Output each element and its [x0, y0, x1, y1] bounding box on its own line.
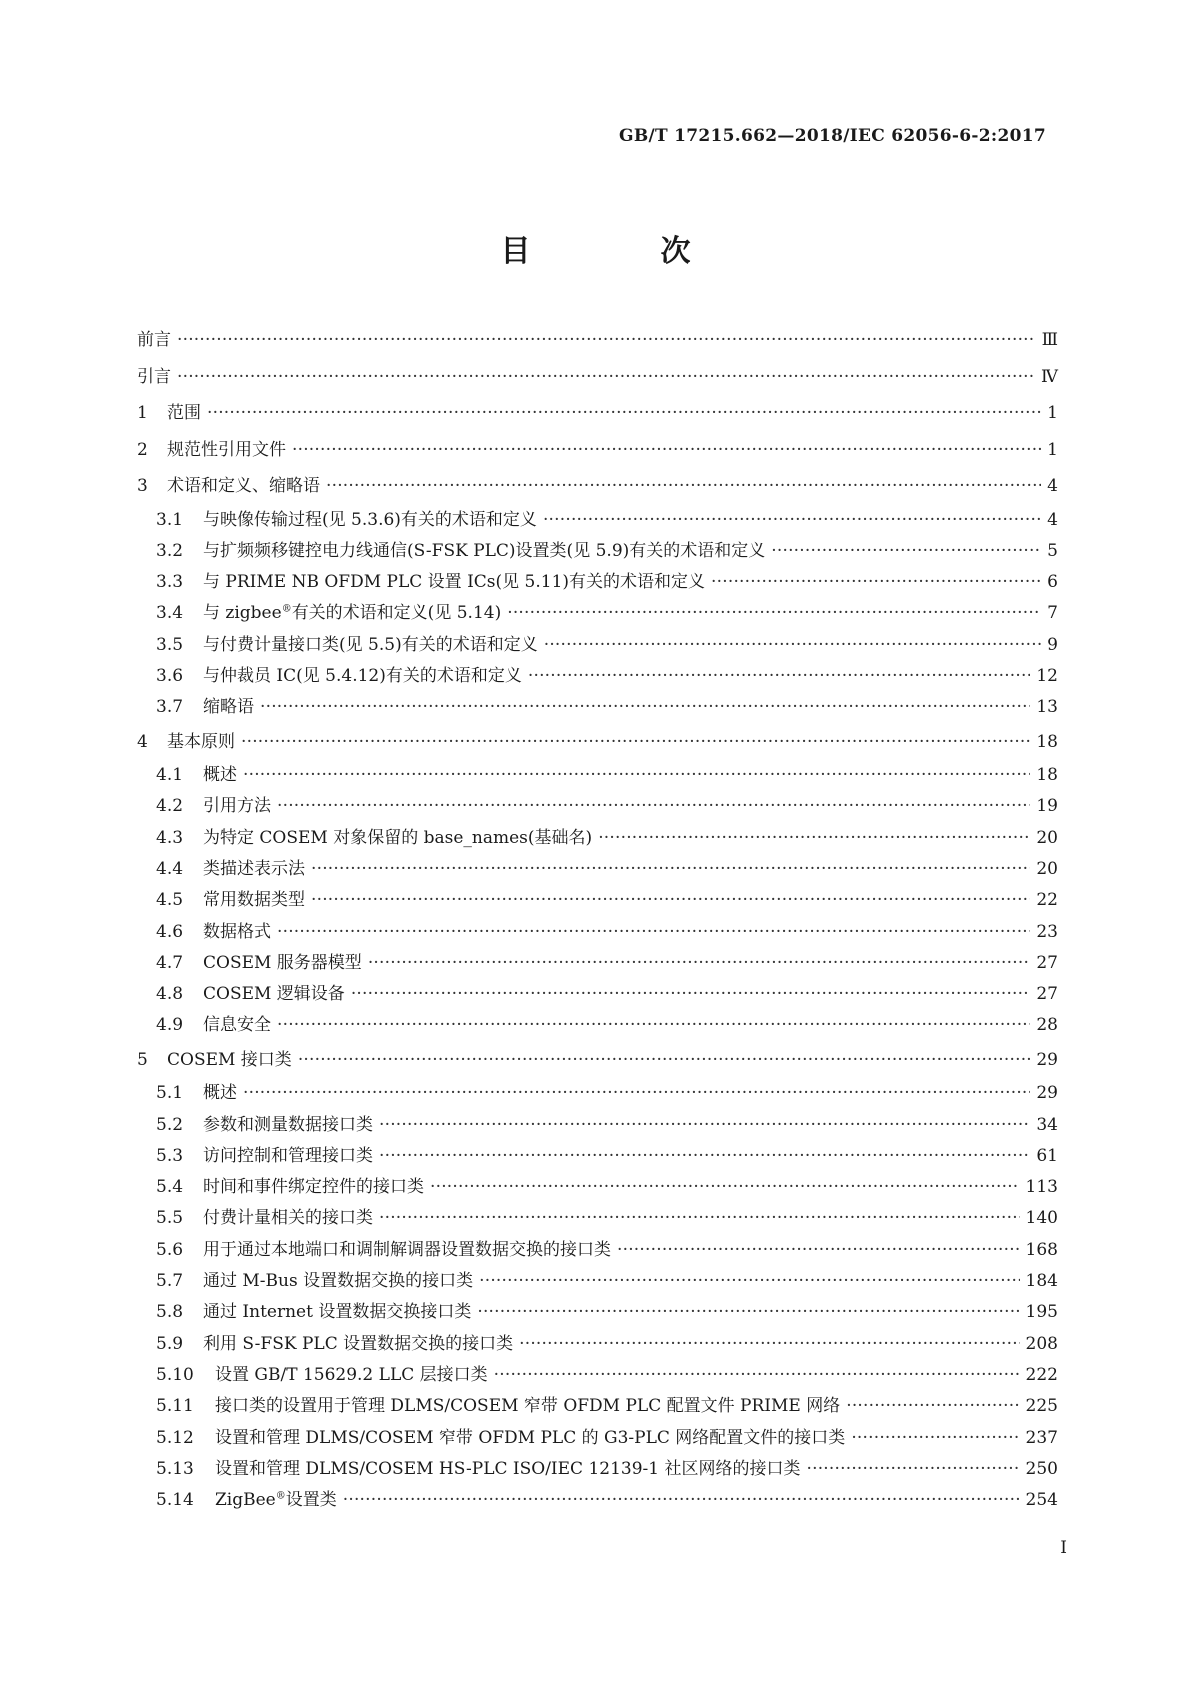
toc-entry-title: [203, 1172, 424, 1203]
toc-entry[interactable]: [137, 854, 1058, 885]
toc-entry-page: 12: [1036, 665, 1058, 686]
toc-entry-page: 27: [1036, 952, 1058, 973]
toc-entry-page: 20: [1036, 858, 1058, 879]
toc-entry-page: 140: [1025, 1208, 1058, 1229]
toc-entry-title-text: 利用 S-FSK PLC 设置数据交换的接口类: [203, 1333, 514, 1354]
dot-leader: [177, 359, 1035, 396]
toc-entry-number: 5.9: [156, 1333, 184, 1354]
toc-entry-number: 3.3: [156, 572, 184, 593]
toc-entry-title: [137, 359, 171, 396]
toc-entry[interactable]: [137, 1423, 1058, 1454]
toc-entry-number: 5.6: [156, 1239, 184, 1260]
toc-entry-title: [203, 1297, 471, 1328]
toc-entry-number: 5.10: [156, 1364, 194, 1385]
dot-leader: [207, 395, 1041, 432]
dot-leader: [277, 1010, 1030, 1041]
toc-entry-title-text: 与扩频频移键控电力线通信(S-FSK PLC)设置类(见 5.9)有关的术语和定义: [203, 540, 766, 561]
toc-entry-number: 1: [137, 403, 148, 423]
toc-entry[interactable]: [137, 1454, 1058, 1485]
dot-leader: [292, 432, 1041, 469]
toc-entry-title-text: 设置和管理 DLMS/COSEM HS-PLC ISO/IEC 12139-1 社区网络的接口类: [215, 1458, 801, 1479]
toc-entry-title-text: 数据格式: [203, 921, 271, 942]
toc-entry-title-text: 与 zigbee: [203, 603, 282, 624]
toc-entry-page: 222: [1025, 1364, 1058, 1385]
page-title: 目 次: [500, 234, 741, 269]
toc-entry-title-text: 为特定 COSEM 对象保留的 base_names(基础名): [203, 827, 593, 848]
toc-entry[interactable]: [137, 661, 1058, 692]
toc-entry-title-text: 时间和事件绑定控件的接口类: [203, 1177, 424, 1198]
toc-entry-page: 113: [1025, 1177, 1058, 1198]
table-of-contents: [137, 322, 1058, 1516]
toc-entry[interactable]: [137, 567, 1058, 598]
toc-entry-page: 7: [1047, 603, 1058, 624]
dot-leader: [771, 536, 1041, 567]
toc-entry-title: [203, 1141, 373, 1172]
dot-leader: [807, 1454, 1020, 1485]
toc-entry-page: 29: [1036, 1049, 1058, 1070]
standard-number-header: GB/T 17215.662—2018/IEC 62056-6-2:2017: [619, 126, 1046, 146]
toc-entry-title: [167, 1042, 292, 1079]
toc-entry[interactable]: [137, 1141, 1058, 1172]
toc-entry-title: [167, 724, 235, 761]
dot-leader: [617, 1235, 1020, 1266]
toc-entry[interactable]: [137, 1266, 1058, 1297]
toc-entry[interactable]: [137, 1297, 1058, 1328]
dot-leader: [543, 505, 1041, 536]
dot-leader: [477, 1297, 1019, 1328]
toc-entry-page: 29: [1036, 1083, 1058, 1104]
dot-leader: [243, 1078, 1030, 1109]
toc-entry-title-text: 概述: [203, 765, 237, 786]
toc-entry-title-text: 付费计量相关的接口类: [203, 1208, 373, 1229]
toc-entry-title: [203, 1110, 373, 1141]
toc-entry-number: 5.14: [156, 1490, 194, 1511]
toc-entry-title-text: 范围: [167, 403, 201, 423]
toc-entry-number: 5.7: [156, 1271, 184, 1292]
toc-entry-page: 23: [1036, 921, 1058, 942]
registered-mark: ®: [281, 603, 292, 615]
toc-entry-number: 3.6: [156, 665, 184, 686]
toc-entry[interactable]: [137, 1010, 1058, 1041]
toc-entry-title-text: ZigBee: [215, 1490, 276, 1511]
dot-leader: [528, 661, 1030, 692]
toc-entry-title-text: 前言: [137, 330, 171, 350]
toc-entry-title: [203, 917, 271, 948]
toc-entry-title-text: 与仲裁员 IC(见 5.4.12)有关的术语和定义: [203, 665, 522, 686]
toc-entry-title: [203, 505, 537, 536]
toc-entry-page: 4: [1047, 476, 1058, 496]
toc-entry-title-text: COSEM 接口类: [167, 1049, 292, 1070]
dot-leader: [494, 1360, 1020, 1391]
toc-entry-page: 208: [1025, 1333, 1058, 1354]
toc-entry[interactable]: [137, 760, 1058, 791]
toc-entry-page: 27: [1036, 984, 1058, 1005]
toc-entry-page: 1: [1047, 403, 1058, 423]
toc-entry-number: 3.1: [156, 509, 184, 530]
toc-entry[interactable]: [137, 598, 1058, 629]
toc-entry[interactable]: [137, 322, 1058, 359]
toc-entry-number: 4.1: [156, 765, 184, 786]
toc-entry-number: 5: [137, 1049, 148, 1070]
toc-entry-title: [137, 322, 171, 359]
toc-entry[interactable]: [137, 432, 1058, 469]
toc-entry[interactable]: [137, 979, 1058, 1010]
toc-entry-number: 3.7: [156, 697, 184, 718]
toc-entry-title-text: 规范性引用文件: [167, 439, 286, 460]
toc-entry[interactable]: [137, 885, 1058, 916]
toc-entry-title: [203, 567, 705, 598]
toc-entry-page: 5: [1047, 540, 1058, 561]
toc-entry-title-text: 缩略语: [203, 697, 254, 718]
toc-entry-title-text: 基本原则: [167, 731, 235, 752]
toc-entry-title-text: 通过 M-Bus 设置数据交换的接口类: [203, 1271, 474, 1292]
toc-entry[interactable]: [137, 823, 1058, 854]
toc-entry-title-text: 术语和定义、缩略语: [167, 476, 320, 496]
toc-entry[interactable]: [137, 1360, 1058, 1391]
toc-entry-page: 4: [1047, 509, 1058, 530]
toc-entry-page: 225: [1025, 1396, 1058, 1417]
toc-entry-page: 22: [1036, 890, 1058, 911]
toc-entry[interactable]: [137, 505, 1058, 536]
dot-leader: [311, 854, 1030, 885]
toc-entry-number: 3.5: [156, 634, 184, 655]
dot-leader: [243, 760, 1030, 791]
toc-entry-number: 4.9: [156, 1015, 184, 1036]
toc-entry-title: [203, 1010, 271, 1041]
toc-entry-page: 184: [1025, 1271, 1058, 1292]
toc-entry[interactable]: [137, 1078, 1058, 1109]
toc-entry-number: 4.6: [156, 921, 184, 942]
toc-entry-title: [215, 1485, 337, 1516]
toc-entry-page: 254: [1025, 1490, 1058, 1511]
toc-entry-page: 1: [1047, 439, 1058, 460]
toc-entry-page: 195: [1025, 1302, 1058, 1323]
toc-entry[interactable]: [137, 468, 1058, 505]
toc-entry[interactable]: [137, 1329, 1058, 1360]
dot-leader: [343, 1485, 1020, 1516]
dot-leader: [351, 979, 1031, 1010]
toc-entry-title: [203, 979, 345, 1010]
toc-entry-number: 5.11: [156, 1396, 194, 1417]
toc-entry-number: 5.4: [156, 1177, 184, 1198]
toc-entry-number: 5.1: [156, 1083, 184, 1104]
toc-entry-title: [203, 791, 271, 822]
toc-entry-page: 6: [1047, 572, 1058, 593]
toc-entry-page: 34: [1036, 1114, 1058, 1135]
dot-leader: [277, 917, 1030, 948]
toc-entry-title: [203, 948, 362, 979]
dot-leader: [711, 567, 1041, 598]
toc-entry[interactable]: [137, 630, 1058, 661]
toc-entry-number: 4.2: [156, 796, 184, 817]
toc-entry-page: 13: [1036, 697, 1058, 718]
toc-entry-title: [203, 598, 501, 629]
toc-entry-title-suffix: 设置类: [285, 1490, 337, 1511]
dot-leader: [177, 322, 1036, 359]
toc-entry-number: 4.7: [156, 952, 184, 973]
dot-leader: [277, 791, 1030, 822]
toc-entry[interactable]: [137, 359, 1058, 396]
toc-entry-title: [203, 1329, 513, 1360]
toc-entry[interactable]: [137, 917, 1058, 948]
toc-entry[interactable]: [137, 536, 1058, 567]
toc-entry-number: 5.13: [156, 1458, 194, 1479]
toc-entry-page: Ⅲ: [1041, 330, 1058, 350]
toc-entry-title: [215, 1391, 840, 1422]
dot-leader: [326, 468, 1041, 505]
toc-entry-title: [203, 661, 522, 692]
toc-entry-title-text: 信息安全: [203, 1015, 271, 1036]
dot-leader: [479, 1266, 1019, 1297]
toc-entry-page: 18: [1036, 765, 1058, 786]
dot-leader: [379, 1203, 1020, 1234]
toc-entry-page: 61: [1036, 1145, 1058, 1166]
toc-entry-title-text: 设置和管理 DLMS/COSEM 窄带 OFDM PLC 的 G3-PLC 网络配置文件的接口类: [215, 1427, 846, 1448]
toc-entry-title-text: 参数和测量数据接口类: [203, 1114, 373, 1135]
toc-entry-number: 4: [137, 731, 148, 752]
toc-entry-number: 2: [137, 439, 148, 460]
toc-entry-title: [203, 692, 254, 723]
toc-entry[interactable]: [137, 1110, 1058, 1141]
toc-entry[interactable]: [137, 1485, 1058, 1516]
toc-entry-title: [203, 854, 305, 885]
dot-leader: [241, 724, 1030, 761]
toc-entry-page: 18: [1036, 731, 1058, 752]
toc-entry-title: [215, 1360, 488, 1391]
dot-leader: [598, 823, 1030, 854]
toc-entry-title-text: 与映像传输过程(见 5.3.6)有关的术语和定义: [203, 509, 537, 530]
toc-entry-number: 3: [137, 476, 148, 496]
toc-entry[interactable]: [137, 1391, 1058, 1422]
toc-entry-number: 5.8: [156, 1302, 184, 1323]
toc-entry-number: 5.5: [156, 1208, 184, 1229]
dot-leader: [260, 692, 1030, 723]
dot-leader: [311, 885, 1030, 916]
toc-entry-title: [203, 1235, 611, 1266]
toc-entry-page: 250: [1025, 1458, 1058, 1479]
dot-leader: [430, 1172, 1020, 1203]
toc-entry-title-text: 引言: [137, 366, 171, 387]
toc-entry-number: 3.4: [156, 603, 184, 624]
dot-leader: [544, 630, 1041, 661]
toc-entry-title: [203, 1078, 237, 1109]
toc-entry-number: 5.12: [156, 1427, 194, 1448]
dot-leader: [851, 1423, 1019, 1454]
toc-entry-number: 4.4: [156, 858, 184, 879]
toc-entry-number: 4.8: [156, 984, 184, 1005]
toc-entry-title-text: 类描述表示法: [203, 858, 305, 879]
toc-entry-title: [203, 885, 305, 916]
toc-entry-title-text: 通过 Internet 设置数据交换接口类: [203, 1302, 472, 1323]
toc-entry-page: 237: [1025, 1427, 1058, 1448]
dot-leader: [298, 1042, 1031, 1079]
toc-entry[interactable]: [137, 692, 1058, 723]
toc-entry-page: 9: [1047, 634, 1058, 655]
toc-entry[interactable]: [137, 724, 1058, 761]
toc-entry-title-text: 引用方法: [203, 796, 271, 817]
toc-entry-title-text: 用于通过本地端口和调制解调器设置数据交换的接口类: [203, 1239, 611, 1260]
dot-leader: [846, 1391, 1019, 1422]
dot-leader: [379, 1141, 1030, 1172]
toc-entry[interactable]: [137, 1235, 1058, 1266]
toc-entry-title-text: 与 PRIME NB OFDM PLC 设置 ICs(见 5.11)有关的术语和定义: [203, 572, 706, 593]
toc-entry[interactable]: [137, 395, 1058, 432]
toc-entry-title-text: 概述: [203, 1083, 237, 1104]
toc-entry-title-text: COSEM 逻辑设备: [203, 984, 345, 1005]
toc-entry-title: [203, 760, 237, 791]
toc-entry-title: [215, 1423, 845, 1454]
toc-entry-number: 5.2: [156, 1114, 184, 1135]
toc-entry-title: [203, 536, 765, 567]
toc-entry-title: [203, 823, 592, 854]
toc-entry-title-text: 设置 GB/T 15629.2 LLC 层接口类: [215, 1364, 488, 1385]
toc-entry-title: [203, 1203, 373, 1234]
toc-entry[interactable]: [137, 1172, 1058, 1203]
toc-entry-title-text: COSEM 服务器模型: [203, 952, 362, 973]
toc-entry-title: [203, 1266, 473, 1297]
dot-leader: [379, 1110, 1030, 1141]
dot-leader: [507, 598, 1041, 629]
toc-entry-title-text: 访问控制和管理接口类: [203, 1145, 373, 1166]
toc-entry-title: [167, 468, 320, 505]
toc-entry[interactable]: [137, 948, 1058, 979]
dot-leader: [368, 948, 1031, 979]
toc-entry-title: [215, 1454, 801, 1485]
toc-entry-page: 19: [1036, 796, 1058, 817]
toc-entry-page: 20: [1036, 827, 1058, 848]
toc-entry-number: 4.5: [156, 890, 184, 911]
toc-entry-page: Ⅳ: [1041, 366, 1058, 387]
toc-entry-title-text: 常用数据类型: [203, 890, 305, 911]
toc-entry[interactable]: [137, 1203, 1058, 1234]
toc-entry-title: [167, 395, 201, 432]
dot-leader: [519, 1329, 1019, 1360]
toc-entry-page: 168: [1025, 1239, 1058, 1260]
toc-entry-number: 5.3: [156, 1145, 184, 1166]
toc-entry[interactable]: [137, 1042, 1058, 1079]
toc-entry-number: 4.3: [156, 827, 184, 848]
page-number: I: [1060, 1538, 1067, 1558]
toc-entry-title: [167, 432, 286, 469]
toc-entry[interactable]: [137, 791, 1058, 822]
toc-entry-page: 28: [1036, 1015, 1058, 1036]
toc-entry-title-text: 接口类的设置用于管理 DLMS/COSEM 窄带 OFDM PLC 配置文件 PRIME 网络: [215, 1396, 841, 1417]
toc-entry-number: 3.2: [156, 540, 184, 561]
toc-entry-title-text: 与付费计量接口类(见 5.5)有关的术语和定义: [203, 634, 538, 655]
toc-entry-title: [203, 630, 538, 661]
registered-mark: ®: [275, 1490, 286, 1502]
toc-entry-title-suffix: 有关的术语和定义(见 5.14): [291, 603, 502, 624]
